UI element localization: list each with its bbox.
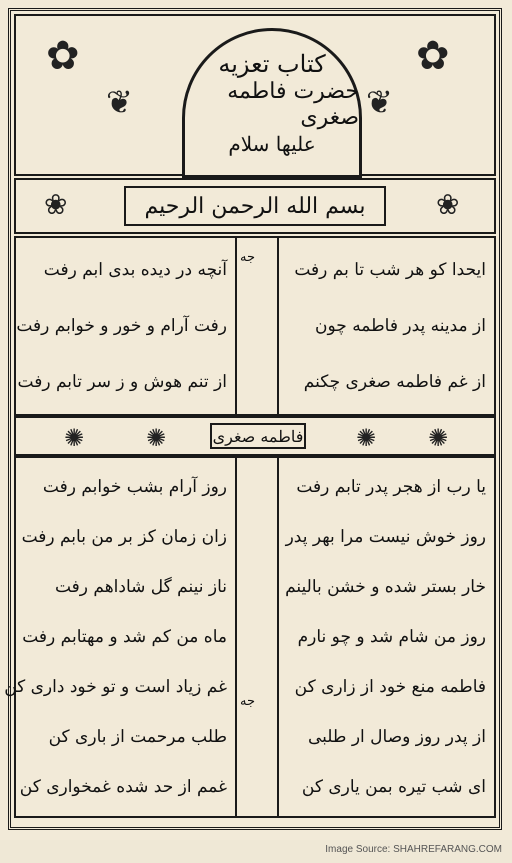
- title-cartouche: [182, 28, 362, 178]
- verse-line: روز آرام بشب خوابم رفت: [42, 477, 227, 497]
- verse-line: آنچه در دیده بدی ابم رفت: [43, 260, 227, 280]
- verse-line: غمم از حد شده غمخواری کن: [19, 777, 227, 797]
- left-column: [16, 238, 235, 414]
- verse-line: فاطمه منع خود از زاری کن: [294, 677, 486, 697]
- speaker-label: فاطمه صغری: [210, 423, 306, 449]
- verse-line: از تنم هوش و ز سر تابم رفت: [17, 372, 227, 392]
- verse-line: از مدینه پدر فاطمه چون: [315, 316, 486, 336]
- left-column: [4, 458, 235, 816]
- verse-line: یا رب از هجر پدر تابم رفت: [296, 477, 486, 497]
- verse-section-1: [14, 236, 496, 416]
- leaf-ornament-icon: ❦: [106, 83, 133, 121]
- right-column: [279, 238, 494, 414]
- verse-line: خار بستر شده و خشن بالینم: [285, 577, 486, 597]
- rosette-icon: ✺: [64, 424, 85, 452]
- verse-marker: جه: [240, 250, 256, 265]
- title-line: حضرت فاطمه صغری: [227, 79, 359, 131]
- floral-ornament-icon: ❀: [44, 188, 68, 221]
- flower-ornament-icon: ✿: [416, 33, 450, 79]
- bismillah-box: بسم الله الرحمن الرحیم: [124, 186, 386, 226]
- verse-line: از پدر روز وصال ار طلبی: [307, 727, 486, 747]
- verse-line: ماه من کم شد و مهتابم رفت: [22, 627, 227, 647]
- verse-section-2: [4, 456, 496, 818]
- rosette-icon: ✺: [428, 424, 449, 452]
- verse-line: ای شب تیره بمن یاری کن: [301, 777, 486, 797]
- bismillah-band: [14, 178, 496, 234]
- image-source-credit: Image Source: SHAHREFARANG.COM: [325, 844, 502, 855]
- verse-line: زان زمان کز بر من بابم رفت: [21, 527, 227, 547]
- ornamental-header: [14, 14, 496, 176]
- verse-marker: جه: [240, 694, 256, 709]
- flower-ornament-icon: ✿: [46, 33, 80, 79]
- rosette-icon: ✺: [356, 424, 377, 452]
- verse-line: غم زیاد است و تو خود داری کن: [4, 677, 227, 697]
- verse-line: از غم فاطمه صغری چکنم: [303, 372, 486, 392]
- verse-line: روز خوش نیست مرا بهر پدر: [285, 527, 486, 547]
- title-line: کتاب تعزیه: [218, 50, 326, 79]
- verse-line: ایحدا کو هر شب تا بم رفت: [294, 260, 486, 280]
- right-column: [279, 458, 494, 816]
- verse-line: روز من شام شد و چو نارم: [297, 627, 486, 647]
- verse-line: ناز نینم گل شاداهم رفت: [54, 577, 227, 597]
- speaker-band: [14, 416, 496, 456]
- leaf-ornament-icon: ❦: [366, 83, 393, 121]
- title-line: علیها سلام: [228, 131, 316, 156]
- column-divider: [235, 458, 279, 816]
- verse-line: طلب مرحمت از باری کن: [48, 727, 227, 747]
- verse-line: رفت آرام و خور و خوابم رفت: [16, 316, 227, 336]
- rosette-icon: ✺: [146, 424, 167, 452]
- floral-ornament-icon: ❀: [436, 188, 460, 221]
